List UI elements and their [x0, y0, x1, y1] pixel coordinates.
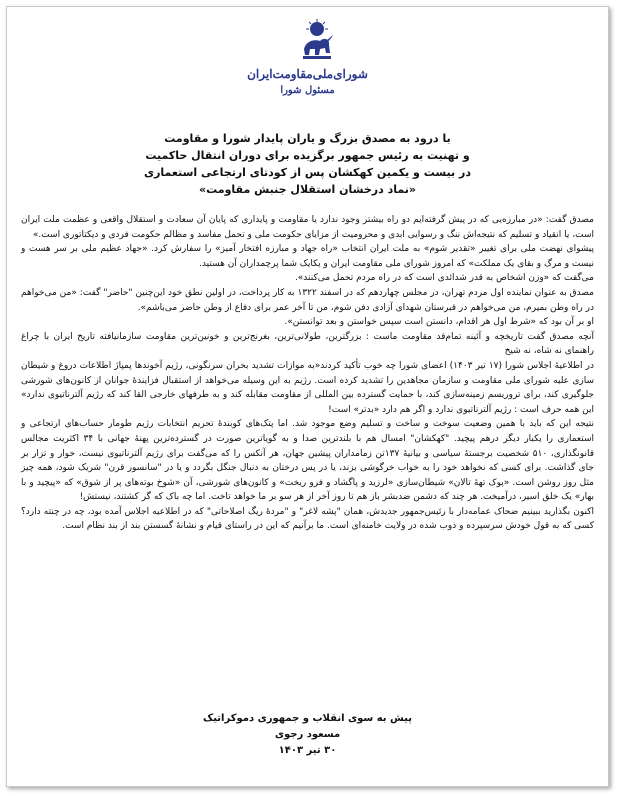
letterhead — [7, 17, 608, 107]
body-paragraph: آنچه مصدق گفت تاریخچه و آئینه تمام‌قد مقاومت ماست : بزرگترین، طولانی‌ترین، بغرنج‌ترین و خونین‌ترین مقاومت سازمانیافته تاریخ ایران با چراغ راهنمای نه شاه، نه شیخ — [21, 331, 594, 357]
title-line: و تهنیت به رئیس جمهور برگزیده برای دوران انتقال حاکمیت — [145, 149, 470, 162]
body-paragraph: او بر آن بود که «شرط اول هر اقدام، دانستن است سپس خواستن و بعد توانستن». — [284, 317, 594, 328]
body-paragraph: مصدق گفت: «در مبارزه‌یی که در پیش گرفته‌ایم دو راه بیشتر وجود ندارد یا مقاومت و پایداری که پایان آن سعادت و استقلال واقعی و عظمت ملت ایران است، یا انقیاد و تسلیم که نتیجه‌اش ننگ و رسوایی ابدی و محرومیت از مزایای حکومت ملی و تحمل مفاسد و مظالم حکومت فردی و دیکتاتوری است.» — [21, 215, 594, 240]
body-paragraph: پیشوای نهضت ملی برای تغییر «تقدیر شوم» به ملت ایران انتخاب «راه جهاد و مبارزه افتخار آمیز» را سفارش کرد. «جهاد عظیم ملی بر سر هست و نیست و مرگ و بقای یک مملکت» که امروز شورای ملی مقاومت ایران و یکایک شما پرچمداران آن هستید. — [21, 244, 594, 269]
organization-subtitle: مسئول شورا — [280, 85, 335, 96]
document-title — [27, 130, 588, 198]
signatory-name: مسعود رجوی — [274, 729, 341, 740]
title-line: با درود به مصدق بزرگ و یاران پایدار شورا و مقاومت — [164, 132, 451, 145]
document-date: ۳۰ تیر ۱۴۰۳ — [278, 745, 337, 756]
document-body — [21, 213, 594, 534]
lion-and-sun-emblem-icon — [300, 19, 334, 61]
body-paragraph: اکنون بگذارید ببینیم ضحاک عمامه‌دار با رئیس‌جمهور جدیدش، همان "پشه لاغر" و "مردهٔ ریگ اصلاحاتی" که در اطلاعیه اجلاس آمده بود، چه در چنته دارد؟ کسی که به قول خودش سرسپرده و ذوب شده در ولایت خامنه‌ای است. ما برآنیم که این در راستای قیام و نشانۀ گسستن بند از بند نظام است. — [21, 506, 594, 532]
closing-slogan: پیش به سوی انقلاب و جمهوری دموکراتیک — [202, 713, 413, 724]
document-page — [6, 6, 609, 787]
body-paragraph: می‌گفت که «وزن اشخاص به قدر شدائدی است که در راه مردم تحمل می‌کنند». — [294, 273, 594, 284]
title-line: «نماد درخشان استقلال جنبش مقاومت» — [199, 183, 416, 196]
body-paragraph: نتیجه این که باید با همین وضعیت سوخت و ساخت و تسلیم وضع موجود شد. اما پتک‌های کوبندۀ تحریم انتخابات رژیم طومار حساب‌های ارتجاعی و استعماری را یکبار دیگر درهم پیچید. "کهکشان" امسال هم با بلندترین صدا و به گویاترین صورت در گسترده‌ترین پهنۀ جهانی با ۳۴ اکثریت مجالس قانونگذاری، ۵۱۰ شخصیت برجستۀ سیاسی و بیانیۀ ۱۳۷تن زمامداران پیشین جهان، هر آنکس را که می‌گفت برای رژیم آلترناتیوی نیست، خوار و تزار بر جای گذاشت. برای کسی که نخواهد خود را به خواب خرگوشی بزند، یا در پس درختان به دنبال جنگل بگردد و یا در "سانسور قرن" شریک شود، همه چیز مثل روز روشن است. «پوک تهۀ تالان» شیطان‌سازی «لرزید و پاگشاد و فرو ریخت» و کانون‌های شورشی، آن «شوخ بوته‌های پر از شوق» که «پیچید و با بهار» یک خلق اسیر، درآمیخت. هر چند که دشمن ضدبشر باز هم تا روز آخر از هر سو بر ما خواهد تاخت. اما چه باک که گر کشتند، نیستش! — [21, 419, 595, 503]
signature-block — [7, 711, 608, 759]
title-line: در بیست و یکمین کهکشان پس از کودتای ارتجاعی استعماری — [143, 166, 471, 179]
organization-name: شورای‌ملی‌مقاومت‌ایران — [247, 67, 368, 81]
body-paragraph: در اطلاعیۀ اجلاس شورا (۱۷ تیر ۱۴۰۳) اعضای شورا چه خوب تأکید کردند«به موازات تشدید بحران سرنگونی، رژیم آخوندها پمپاژ اطلاعات دروغ و شیطان سازی علیه شورای ملی مقاومت و سازمان مجاهدین را تشدید کرده است. رژیم به این وسیله می‌خواهد از استقبال فزایندۀ جوانان از کانون‌های شورشی جلوگیری کند، برای تروریسم زمینه‌سازی کند، با حمایت گسترده بین المللی از مقاومت مقابله کند و به طرفهای خارجی القا کند که رژیم آلترناتیوی ندارد» این همه حرف است : رژیم آلترناتیوی ندارد و اگر هم دارد «بدتر» است! — [21, 360, 594, 415]
body-paragraph: مصدق به عنوان نماینده اول مردم تهران، در مجلس چهاردهم که در اسفند ۱۳۲۲ به کار پرداخت، در اولین نطق خود این‌چنین "حاضر" گفت: «من می‌خواهم در راه وطن بمیرم، من می‌خواهم در قبرستان شهدای آزادی دفن شوم، من تا آخر عمر برای دفاع از وطن حاضر می‌باشم». — [21, 287, 594, 313]
